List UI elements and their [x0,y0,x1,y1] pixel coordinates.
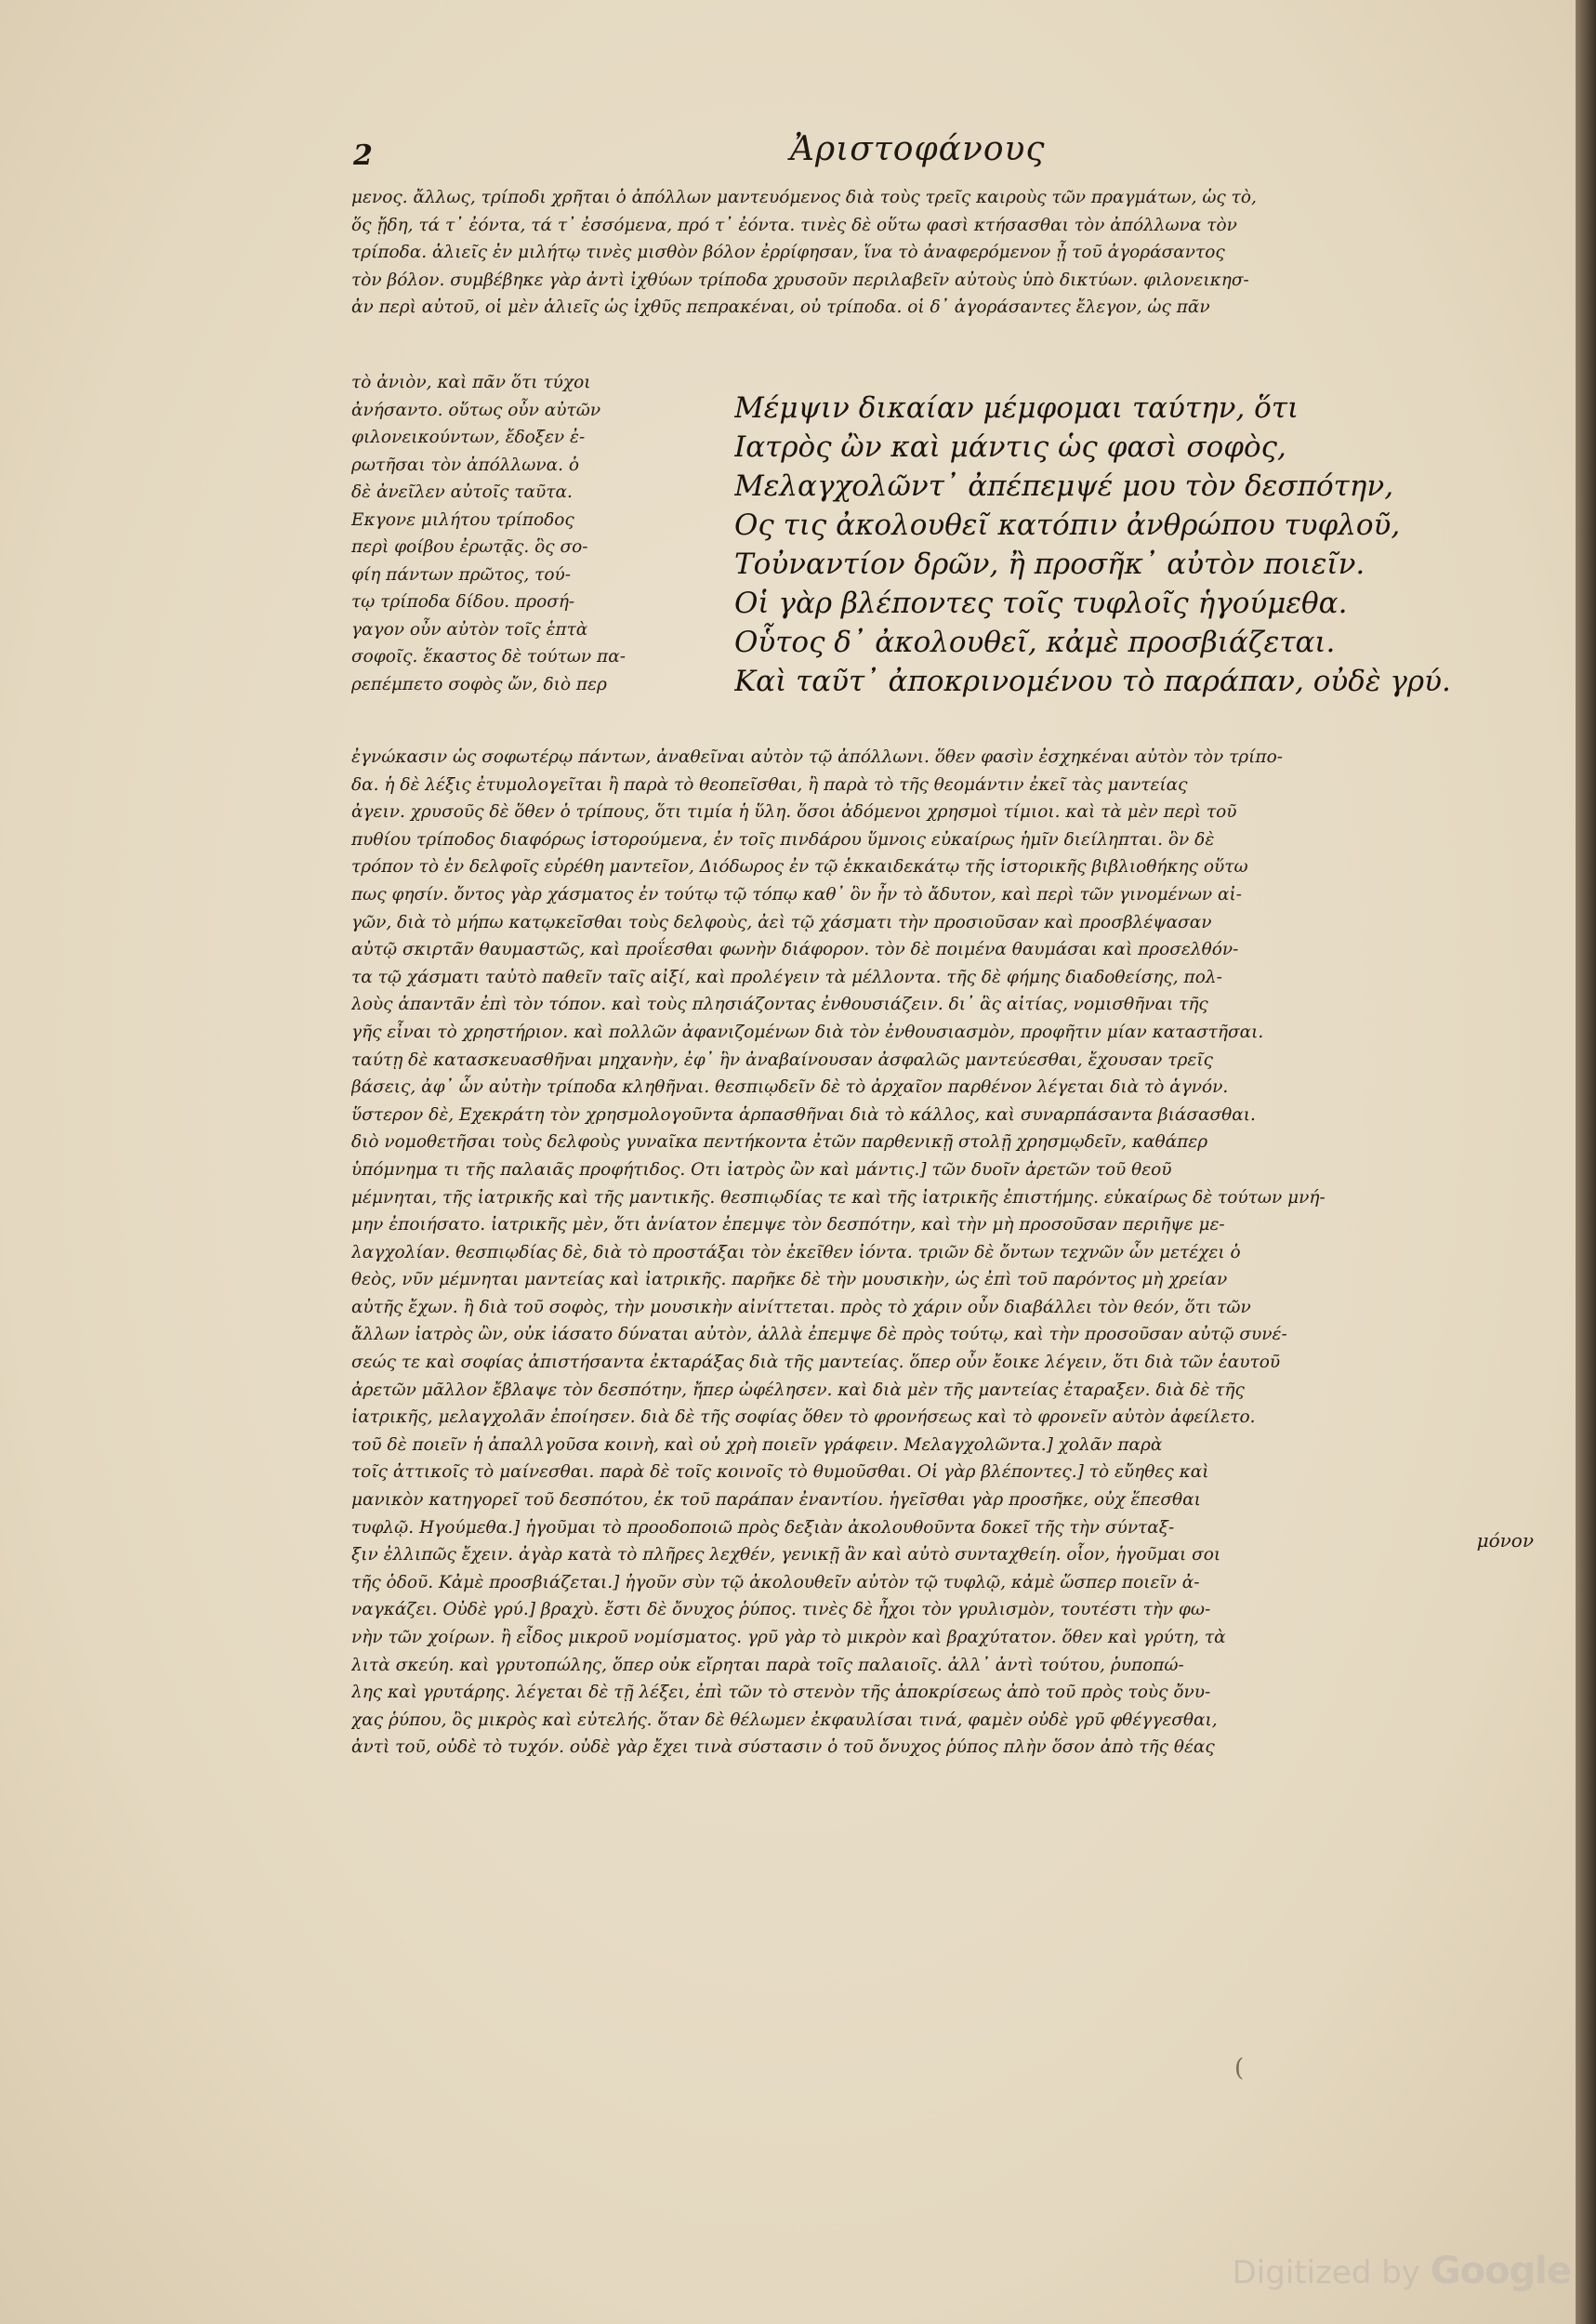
commentary-line: ναγκάζει. Οὐδὲ γρύ.] βραχὺ. ἔστι δὲ ὄνυχος ῥύπος. τινὲς δὲ ἦχοι τὸν γρυλισμὸν, τουτέστι τὴν φω- [351,1600,1211,1620]
commentary-line: τρόπον τὸ ἐν δελφοῖς εὑρέθη μαντεῖον, Διόδωρος ἐν τῷ ἑκκαιδεκάτῳ τῆς ἱστορικῆς βιβλιοθήκης οὕτω [351,857,1248,878]
running-head [353,130,1543,177]
commentary-line: ἄλλων ἰατρὸς ὢν, οὐκ ἰάσατο δύναται αὐτὸν, ἀλλὰ ἐπεμψε δὲ πρὸς τούτῳ, καὶ τὴν προσοῦσαν αὐτῷ συνέ- [351,1325,1287,1345]
watermark-brand: Google [1430,2250,1571,2292]
commentary-line: νὴν τῶν χοίρων. ἢ εἶδος μικροῦ νομίσματος. γρῦ γὰρ τὸ μικρὸν καὶ βραχύτατον. ὅθεν καὶ γρύτη, τὰ [351,1628,1226,1647]
commentary-line: λοὺς ἀπαντᾶν ἐπὶ τὸν τόπον. καὶ τοὺς πλησιάζοντας ἐνθουσιάζειν. δι᾽ ἃς αἰτίας, νομισθῆναι τῆς [351,995,1208,1015]
commentary-line: τα τῷ χάσματι ταὐτὸ παθεῖν ταῖς αἰξί, καὶ προλέγειν τὰ μέλλοντα. τῆς δὲ φήμης διαδοθείσης, πολ- [351,967,1222,987]
commentary-line: μανικὸν κατηγορεῖ τοῦ δεσπότου, ἐκ τοῦ παράπαν ἐναντίου. ἡγεῖσθαι γὰρ προσῆκε, οὐχ ἕπεσθαι [351,1490,1201,1511]
commentary-left [351,369,675,698]
commentary-line: γαγον οὖν αὐτὸν τοῖς ἑπτὰ [351,619,588,640]
commentary-line: φίη πάντων πρῶτος, τού- [351,564,572,585]
commentary-line: γῆς εἶναι τὸ χρηστήριον. καὶ πολλῶν ἀφανιζομένων διὰ τὸν ἐνθουσιασμὸν, προφῆτιν μίαν καταστῆσαι. [351,1022,1264,1042]
verse-line: Ος τις ἀκολουθεῖ κατόπιν ἀνθρώπου τυφλοῦ, [734,508,1401,542]
commentary-line: ὅς ᾔδη, τά τ᾽ ἐόντα, τά τ᾽ ἐσσόμενα, πρό τ᾽ ἐόντα. τινὲς δὲ οὕτω φασὶ κτήσασθαι τὸν ἀπόλλωνα τὸν [351,215,1237,235]
commentary-line: ὑπόμνημα τι τῆς παλαιᾶς προφήτιδος. Οτι ἰατρὸς ὢν καὶ μάντις.] τῶν δυοῖν ἀρετῶν τοῦ θεοῦ [351,1159,1172,1180]
watermark-prefix: Digitized by [1232,2254,1431,2291]
commentary-line: τὸν βόλον. συμβέβηκε γὰρ ἀντὶ ἰχθύων τρίποδα χρυσοῦν περιλαβεῖν αὐτοὺς ὑπὸ δικτύων. φιλονεικησ- [351,270,1249,290]
commentary-main [351,744,1532,1762]
verse-line: Οἱ γὰρ βλέποντες τοῖς τυφλοῖς ἡγούμεθα. [734,587,1348,620]
commentary-line: ρωτῆσαι τὸν ἀπόλλωνα. ὁ [351,455,579,475]
commentary-top [351,184,1532,322]
commentary-line: θεὸς, νῦν μέμνηται μαντείας καὶ ἰατρικῆς. παρῆκε δὲ τὴν μουσικὴν, ὡς ἐπὶ τοῦ παρόντος μὴ χρείαν [351,1270,1228,1290]
commentary-line: πυθίου τρίποδος διαφόρως ἱστορούμενα, ἐν τοῖς πινδάρου ὕμνοις εὐκαίρως ἡμῖν διείληπται. ὃν δὲ [351,829,1215,850]
commentary-line: πως φησίν. ὄντος γὰρ χάσματος ἐν τούτῳ τῷ τόπῳ καθ᾽ ὃν ἦν τὸ ἄδυτον, καὶ περὶ τῶν γινομένων αἰ- [351,884,1243,905]
commentary-line: δα. ἡ δὲ λέξις ἐτυμολογεῖται ἢ παρὰ τὸ θεοπεῖσθαι, ἢ παρὰ τὸ τῆς θεομάντιν ἐκεῖ τὰς μαντείας [351,774,1188,795]
commentary-line: σοφοῖς. ἕκαστος δὲ τούτων πα- [351,647,626,667]
verse-line: Ιατρὸς ὢν καὶ μάντις ὡς φασὶ σοφὸς, [734,430,1286,464]
book-gutter [1576,0,1596,2324]
margin-mark: ( [1234,2054,1245,2082]
commentary-line: τῳ τρίποδα δίδου. προσή- [351,592,575,612]
commentary-line: ἀρετῶν μᾶλλον ἔβλαψε τὸν δεσπότην, ἤπερ ὠφέλησεν. καὶ διὰ μὲν τῆς μαντείας ἐταραξεν. διὰ δὲ τῆς [351,1380,1245,1400]
folio-number: 2 [353,139,373,172]
verse-line: Μελαγχολῶντ᾽ ἀπέπεμψέ μου τὸν δεσπότην, [734,469,1394,503]
commentary-line: χας ῥύπου, ὃς μικρὸς καὶ εὐτελής. ὅταν δὲ θέλωμεν ἐκφαυλίσαι τινά, φαμὲν οὐδὲ γρῦ φθέγγεσθαι, [351,1710,1218,1730]
commentary-line: σεώς τε καὶ σοφίας ἀπιστήσαντα ἐκταράξας διὰ τῆς μαντείας. ὅπερ οὖν ἔοικε λέγειν, ὅτι διὰ τῶν ἑαυτοῦ [351,1353,1281,1373]
commentary-line: ξιν ἐλλιπῶς ἔχειν. ἀγὰρ κατὰ τὸ πλῆρες λεχθέν, γενικῇ ἂν καὶ αὐτὸ συνταχθείη. οἷον, ἡγοῦμαι σοι [351,1545,1221,1565]
commentary-line: ρεπέμπετο σοφὸς ὤν, διὸ περ [351,674,607,694]
verse-line: Τοὐναντίον δρῶν, ἢ προσῆκ᾽ αὐτὸν ποιεῖν. [734,548,1365,581]
commentary-line: φιλονεικούντων, ἔδοξεν ἐ- [351,428,586,447]
commentary-line: λαγχολίαν. θεσπιῳδίας δὲ, διὰ τὸ προστάξαι τὸν ἐκεῖθεν ἰόντα. τριῶν δὲ ὄντων τεχνῶν ὧν μετέχει ὁ [351,1242,1241,1262]
commentary-line: ἐγνώκασιν ὡς σοφωτέρῳ πάντων, ἀναθεῖναι αὐτὸν τῷ ἀπόλλωνι. ὅθεν φασὶν ἐσχηκέναι αὐτὸν τὸν τρίπο- [351,747,1283,767]
commentary-line: δὲ ἀνεῖλεν αὐτοῖς ταῦτα. [351,482,573,502]
verse-block [734,389,1534,701]
commentary-line: ἰατρικῆς, μελαγχολᾶν ἐποίησεν. διὰ δὲ τῆς σοφίας ὅθεν τὸ φρονήσεως καὶ τὸ φρονεῖν αὐτὸν ἀφείλετο. [351,1407,1256,1428]
commentary-line: λιτὰ σκεύη. καὶ γρυτοπώλης, ὅπερ οὐκ εἴρηται παρὰ τοῖς παλαιοῖς. ἀλλ᾽ ἀντὶ τούτου, ῥυποπώ- [351,1655,1184,1675]
commentary-line: ὕστερον δὲ, Εχεκράτη τὸν χρησμολογοῦντα ἁρπασθῆναι διὰ τὸ κάλλος, καὶ συναρπάσαντα βιάσασθαι. [351,1104,1256,1125]
commentary-line: περὶ φοίβου ἐρωτᾷς. ὃς σο- [351,537,588,557]
commentary-line: μέμνηται, τῆς ἰατρικῆς καὶ τῆς μαντικῆς. θεσπιῳδίας τε καὶ τῆς ἰατρικῆς ἐπιστήμης. εὐκαίρως δὲ τούτων μνή- [351,1187,1326,1208]
commentary-line: τρίποδα. ἁλιεῖς ἐν μιλήτῳ τινὲς μισθὸν βόλον ἐρρίφησαν, ἵνα τὸ ἀναφερόμενον ᾖ τοῦ ἀγοράσαντος [351,243,1225,262]
commentary-line: τοῖς ἀττικοῖς τὸ μαίνεσθαι. παρὰ δὲ τοῖς κοινοῖς τὸ θυμοῦσθαι. Οἱ γὰρ βλέποντες.] τὸ εὔηθες καὶ [351,1462,1209,1483]
verse-line: Καὶ ταῦτ᾽ ἀποκρινομένου τὸ παράπαν, οὐδὲ γρύ. [734,665,1451,698]
commentary-line: βάσεις, ἀφ᾽ ὧν αὐτὴν τρίποδα κληθῆναι. θεσπιῳδεῖν δὲ τὸ ἀρχαῖον παρθένον λέγεται διὰ τὸ ἁγνόν. [351,1077,1229,1098]
running-title: Ἀριστοφάνους [790,130,1046,168]
commentary-line: αὐτῆς ἔχων. ἢ διὰ τοῦ σοφὸς, τὴν μουσικὴν αἰνίττεται. πρὸς τὸ χάριν οὖν διαβάλλει τὸν θεόν, ὅτι τῶν [351,1297,1251,1317]
commentary-line: γῶν, διὰ τὸ μήπω κατῳκεῖσθαι τοὺς δελφοὺς, ἀεὶ τῷ χάσματι τὴν προσιοῦσαν καὶ προσβλέψασαν [351,912,1212,932]
commentary-line: τοῦ δὲ ποιεῖν ἡ ἀπαλλγοῦσα κοινὴ, καὶ οὐ χρὴ ποιεῖν γράφειν. Μελαγχολῶντα.] χολᾶν παρὰ [351,1434,1163,1455]
verse-line: Οὗτος δ᾽ ἀκολουθεῖ, κἀμὲ προσβιάζεται. [734,626,1336,659]
commentary-line: μενος. ἄλλως, τρίποδι χρῆται ὁ ἀπόλλων μαντευόμενος διὰ τοὺς τρεῖς καιροὺς τῶν πραγμάτων, ὡς τὸ, [351,188,1257,207]
commentary-line: αὐτῷ σκιρτᾶν θαυμαστῶς, καὶ προΐεσθαι φωνὴν διάφορον. τὸν δὲ ποιμένα θαυμάσαι καὶ προσελθόν- [351,940,1239,960]
catchword: μόνον [1476,1529,1534,1552]
commentary-line: διὸ νομοθετῆσαι τοὺς δελφοὺς γυναῖκα πεντήκοντα ἐτῶν παρθενικῇ στολῇ χρησμῳδεῖν, καθάπερ [351,1132,1208,1153]
commentary-line: ἀν περὶ αὐτοῦ, οἱ μὲν ἁλιεῖς ὡς ἰχθῦς πεπρακέναι, οὐ τρίποδα. οἱ δ᾽ ἀγοράσαντες ἔλεγον, ὡς πᾶν [351,297,1210,317]
commentary-line: τὸ ἀνιὸν, καὶ πᾶν ὅτι τύχοι [351,373,591,392]
commentary-line: Εκγονε μιλήτου τρίποδος [351,509,574,530]
commentary-line: λης καὶ γρυτάρης. λέγεται δὲ τῇ λέξει, ἐπὶ τῶν τὸ στενὸν τῆς ἀποκρίσεως ἀπὸ τοῦ πρὸς τοὺς ὄνυ- [351,1683,1211,1703]
commentary-line: ἀνήσαντο. οὕτως οὖν αὐτῶν [351,400,601,420]
commentary-line: ἀγειν. χρυσοῦς δὲ ὅθεν ὁ τρίπους, ὅτι τιμία ἡ ὕλη. ὅσοι ἀδόμενοι χρησμοὶ τίμιοι. καὶ τὰ μὲν περὶ τοῦ [351,802,1237,823]
verse-line: Μέμψιν δικαίαν μέμφομαι ταύτην, ὅτι [734,391,1299,425]
commentary-line: ἀντὶ τοῦ, οὐδὲ τὸ τυχόν. οὐδὲ γὰρ ἔχει τινὰ σύστασιν ὁ τοῦ ὄνυχος ῥύπος πλὴν ὅσον ἀπὸ τῆς θέας [351,1737,1215,1758]
commentary-line: μην ἐποιήσατο. ἰατρικῆς μὲν, ὅτι ἀνίατον ἐπεμψε τὸν δεσπότην, καὶ τὴν μὴ προσοῦσαν περιῆψε με- [351,1215,1225,1235]
commentary-line: ταύτῃ δὲ κατασκευασθῆναι μηχανὴν, ἐφ᾽ ἣν ἀναβαίνουσαν ἀσφαλῶς μαντεύεσθαι, ἔχουσαν τρεῖς [351,1050,1213,1070]
digitized-watermark [1153,2250,1571,2292]
commentary-line: τῆς ὁδοῦ. Κἀμὲ προσβιάζεται.] ἡγοῦν σὺν τῷ ἀκολουθεῖν αὐτὸν τῷ τυφλῷ, κἀμὲ ὥσπερ ποιεῖν ἀ- [351,1572,1200,1592]
commentary-line: τυφλῷ. Ηγούμεθα.] ἡγοῦμαι τὸ προοδοποιῶ πρὸς δεξιὰν ἀκολουθοῦντα δοκεῖ τῆς τὴν σύνταξ- [351,1517,1175,1538]
